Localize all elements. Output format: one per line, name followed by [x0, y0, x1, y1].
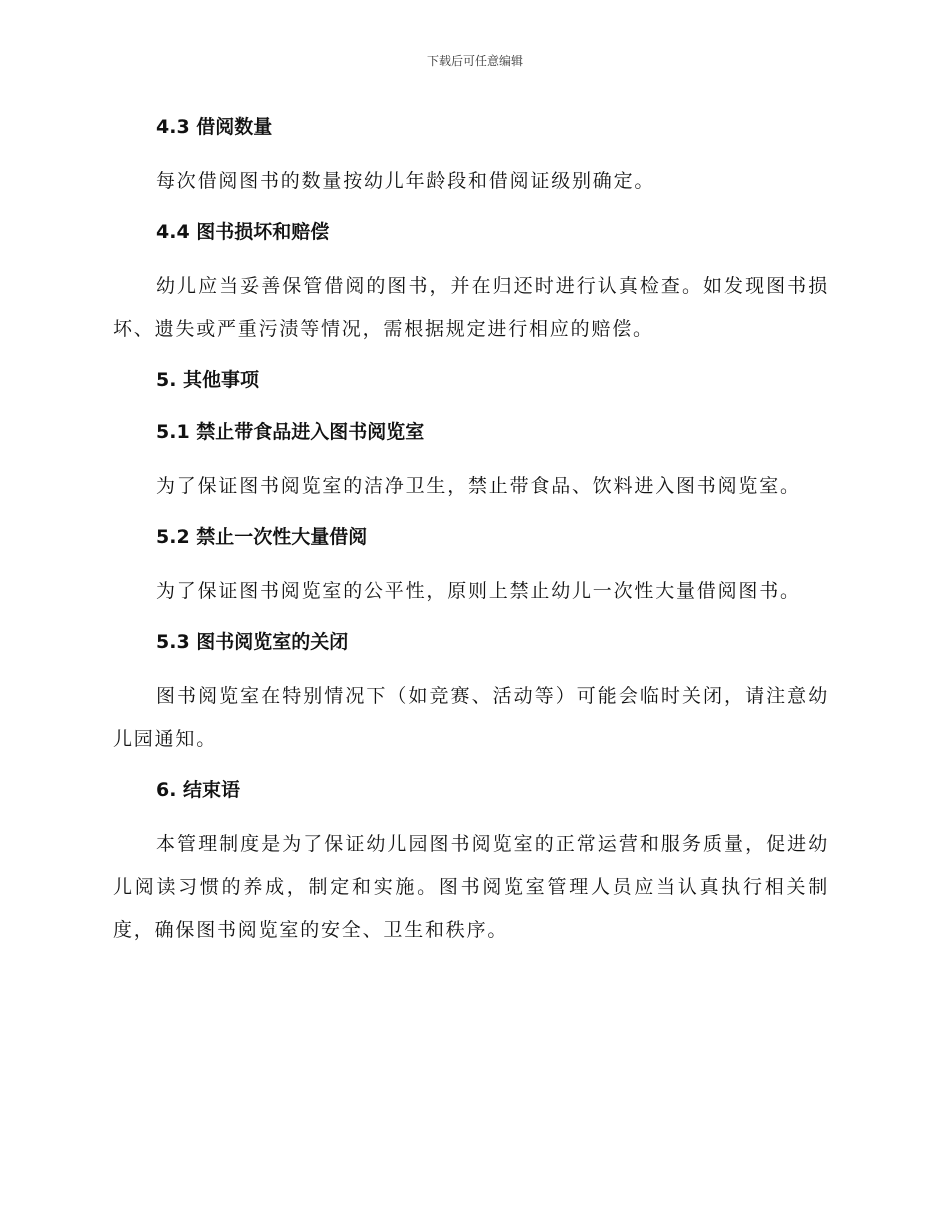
section-heading-6: 6. 结束语 — [156, 779, 241, 801]
section-heading-5-3: 5.3 图书阅览室的关闭 — [156, 631, 349, 653]
paragraph-borrow-quantity: 每次借阅图书的数量按幼儿年龄段和借阅证级别确定。 — [156, 170, 656, 192]
section-heading-5: 5. 其他事项 — [156, 369, 260, 391]
section-heading-4-4: 4.4 图书损坏和赔偿 — [156, 221, 330, 243]
paragraph-damage-compensation: 幼儿应当妥善保管借阅的图书，并在归还时进行认真检查。如发现图书损坏、遗失或严重污渍等情况，需根据规定进行相应的赔偿。 — [113, 275, 829, 340]
section-heading-5-1: 5.1 禁止带食品进入图书阅览室 — [156, 421, 425, 443]
document-body — [113, 108, 829, 962]
paragraph-no-bulk-borrow: 为了保证图书阅览室的公平性，原则上禁止幼儿一次性大量借阅图书。 — [156, 580, 801, 602]
paragraph-room-closure: 图书阅览室在特别情况下（如竞赛、活动等）可能会临时关闭，请注意幼儿园通知。 — [113, 685, 829, 750]
paragraph-conclusion: 本管理制度是为了保证幼儿园图书阅览室的正常运营和服务质量，促进幼儿阅读习惯的养成，制定和实施。图书阅览室管理人员应当认真执行相关制度，确保图书阅览室的安全、卫生和秩序。 — [113, 833, 829, 941]
paragraph-no-food: 为了保证图书阅览室的洁净卫生，禁止带食品、饮料进入图书阅览室。 — [156, 475, 801, 497]
section-heading-4-3: 4.3 借阅数量 — [156, 116, 273, 138]
page-header-note: 下载后可任意编辑 — [426, 54, 523, 68]
section-heading-5-2: 5.2 禁止一次性大量借阅 — [156, 526, 368, 548]
